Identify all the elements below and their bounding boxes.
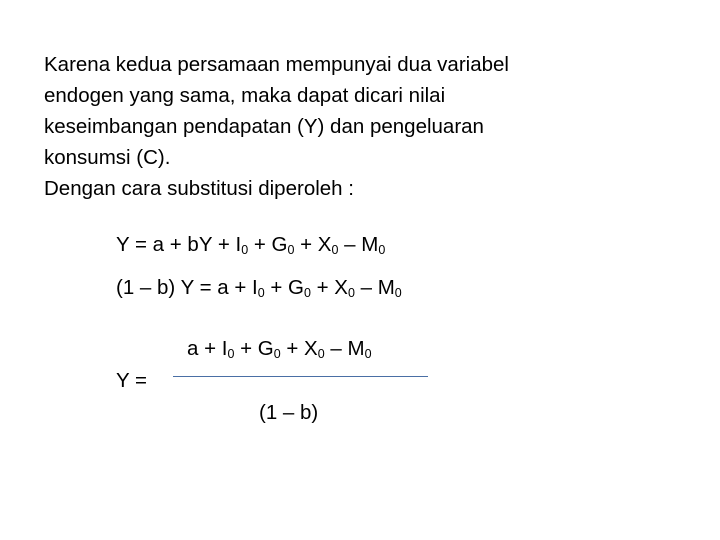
eq1-part: Y = a + b xyxy=(116,233,199,256)
numerator-subscript: 0 xyxy=(227,347,235,361)
eq2-part: – M xyxy=(354,276,395,299)
eq2-part: (1 – b) Y = a + I xyxy=(116,276,258,299)
eq1-subscript: 0 xyxy=(241,243,249,257)
fraction-denominator: (1 – b) xyxy=(259,401,319,424)
fraction-lhs: Y = xyxy=(116,369,147,392)
eq2-part: + G xyxy=(264,276,304,299)
numerator-subscript: 0 xyxy=(317,347,325,361)
numerator-part: + X xyxy=(280,337,318,360)
eq1-part: + G xyxy=(248,233,288,256)
eq1-part: – M xyxy=(338,233,379,256)
numerator-part: a + I xyxy=(187,337,228,360)
eq2-subscript: 0 xyxy=(347,286,355,300)
equation-2 xyxy=(116,276,402,300)
eq2-part: + X xyxy=(310,276,348,299)
text-line-2: endogen yang sama, maka dapat dicari nilai xyxy=(44,84,446,107)
text-line-4: konsumsi (C). xyxy=(44,146,171,169)
text-block xyxy=(44,49,684,204)
eq1-subscript: 0 xyxy=(287,243,295,257)
eq2-subscript: 0 xyxy=(394,286,402,300)
text-line-3: keseimbangan pendapatan (Y) dan pengeluaran xyxy=(44,115,484,138)
numerator-part: – M xyxy=(324,337,365,360)
text-line-5: Dengan cara substitusi diperoleh : xyxy=(44,177,354,200)
fraction-bar xyxy=(173,376,428,377)
numerator-subscript: 0 xyxy=(273,347,281,361)
fraction-numerator xyxy=(187,337,372,361)
eq1-part: + X xyxy=(294,233,332,256)
eq1-subscript: 0 xyxy=(378,243,386,257)
numerator-part: + G xyxy=(234,337,274,360)
numerator-subscript: 0 xyxy=(364,347,372,361)
equation-1 xyxy=(116,233,385,257)
text-line-1: Karena kedua persamaan mempunyai dua variabel xyxy=(44,53,509,76)
eq2-subscript: 0 xyxy=(303,286,311,300)
eq1-subscript: 0 xyxy=(331,243,339,257)
eq2-subscript: 0 xyxy=(257,286,265,300)
eq1-part: Y + I xyxy=(198,233,242,256)
